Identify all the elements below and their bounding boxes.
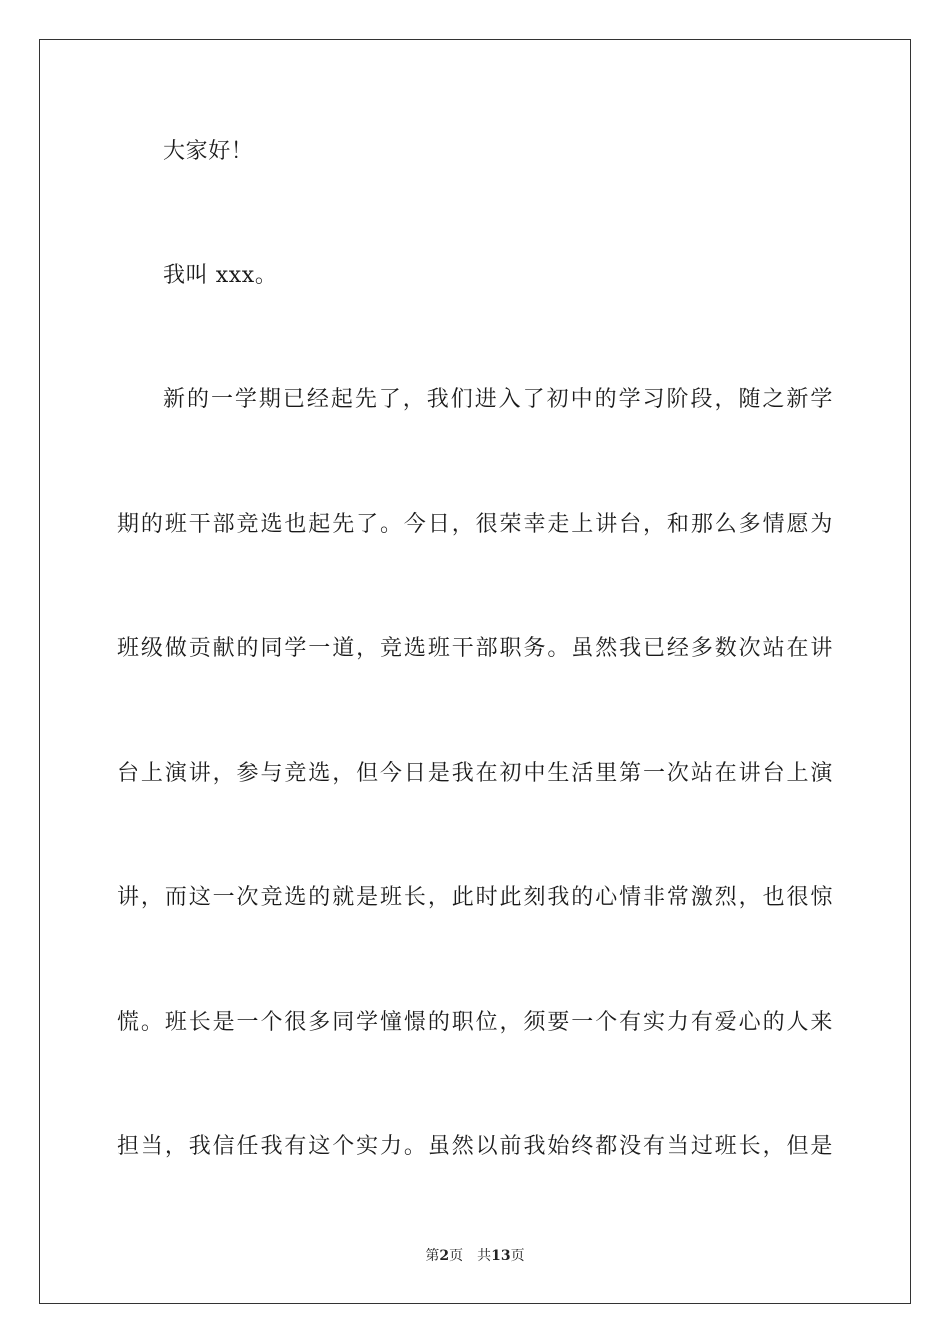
total-prefix: 共 xyxy=(477,1248,492,1264)
intro-line: 我叫 xxx。 xyxy=(163,263,278,288)
paragraph-line-6: 慌。班长是一个很多同学憧憬的职位，须要一个有实力有爱心的人来 xyxy=(117,1010,833,1035)
page-border xyxy=(39,39,911,1304)
page-footer xyxy=(0,1247,950,1265)
total-pages: 13 xyxy=(491,1248,511,1264)
paragraph-line-1: 新的一学期已经起先了，我们进入了初中的学习阶段，随之新学 xyxy=(163,387,833,412)
paragraph-line-7: 担当，我信任我有这个实力。虽然以前我始终都没有当过班长，但是 xyxy=(117,1134,833,1159)
paragraph-line-3: 班级做贡献的同学一道，竞选班干部职务。虽然我已经多数次站在讲 xyxy=(117,636,833,661)
page-number: 2 xyxy=(439,1248,450,1264)
page-prefix: 第 xyxy=(425,1248,440,1264)
paragraph-line-2: 期的班干部竞选也起先了。今日，很荣幸走上讲台，和那么多情愿为 xyxy=(117,512,833,537)
page-suffix: 页 xyxy=(449,1248,464,1264)
paragraph-line-4: 台上演讲，参与竞选，但今日是我在初中生活里第一次站在讲台上演 xyxy=(117,761,833,786)
paragraph-line-5: 讲，而这一次竞选的就是班长，此时此刻我的心情非常激烈，也很惊 xyxy=(117,885,833,910)
total-suffix: 页 xyxy=(510,1248,525,1264)
greeting-line: 大家好！ xyxy=(163,139,254,164)
